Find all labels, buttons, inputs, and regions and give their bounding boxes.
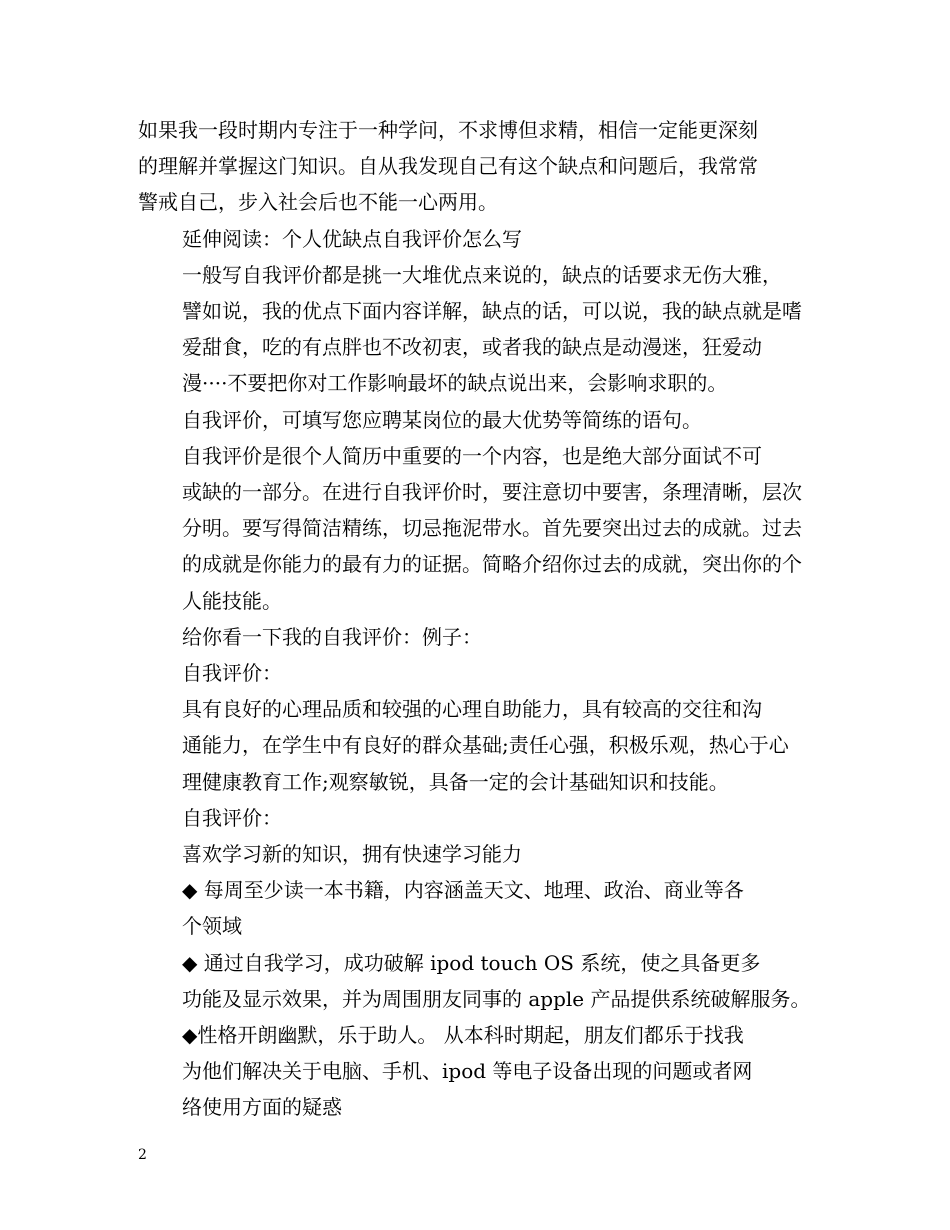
- text-line: 如果我一段时期内专注于一种学问，不求博但求精，相信一定能更深刻: [138, 118, 758, 142]
- paragraph: [138, 402, 818, 438]
- paragraph: [138, 1089, 818, 1125]
- text-line: 自我评价：: [182, 805, 282, 830]
- text-line: 给你看一下我的自我评价：例子：: [182, 624, 482, 649]
- text-line: 漫····不要把你对工作影响最坏的缺点说出来，会影响求职的。: [182, 371, 728, 396]
- paragraph: [138, 438, 818, 619]
- text-line: 分明。要写得简洁精练，切忌拖泥带水。首先要突出过去的成就。过去: [182, 516, 802, 541]
- text-line: 络使用方面的疑惑: [182, 1095, 342, 1120]
- text-line: 爱甜食，吃的有点胖也不改初衷，或者我的缺点是动漫迷，狂爱动: [182, 335, 762, 360]
- text-line: 自我评价是很个人简历中重要的一个内容，也是绝大部分面试不可: [182, 443, 762, 468]
- paragraph: [138, 800, 818, 836]
- paragraph: [138, 221, 818, 257]
- text-line: 喜欢学习新的知识，拥有快速学习能力: [182, 842, 522, 867]
- text-line: 的成就是你能力的最有力的证据。简略介绍你过去的成就，突出你的个: [182, 552, 802, 577]
- paragraph: [138, 619, 818, 655]
- paragraph: [138, 257, 818, 402]
- text-line: 或缺的一部分。在进行自我评价时，要注意切中要害，条理清晰，层次: [182, 480, 802, 505]
- text-line: 警戒自己，步入社会后也不能一心两用。: [138, 190, 498, 215]
- document-body: [138, 112, 818, 1126]
- paragraph: [138, 112, 818, 221]
- text-line: 的理解并掌握这门知识。自从我发现自己有这个缺点和问题后，我常常: [138, 154, 758, 179]
- text-line: 功能及显示效果，并为周围朋友同事的 apple 产品提供系统破解服务。: [182, 986, 811, 1011]
- text-line: ◆ 通过自我学习，成功破解 ipod touch OS 系统，使之具备更多: [182, 950, 761, 975]
- paragraph: [138, 1017, 818, 1089]
- text-line: 延伸阅读：个人优缺点自我评价怎么写: [182, 226, 522, 251]
- text-line: ◆性格开朗幽默，乐于助人。 从本科时期起，朋友们都乐于找我: [182, 1023, 744, 1048]
- text-line: ◆ 每周至少读一本书籍，内容涵盖天文、地理、政治、商业等各: [182, 878, 744, 903]
- paragraph: [138, 836, 818, 872]
- text-line: 譬如说，我的优点下面内容详解，缺点的话，可以说，我的缺点就是嗜: [182, 299, 802, 324]
- text-line: 一般写自我评价都是挑一大堆优点来说的，缺点的话要求无伤大雅，: [182, 262, 782, 287]
- text-line: 通能力，在学生中有良好的群众基础;责任心强，积极乐观，热心于心: [182, 733, 789, 758]
- text-line: 自我评价，可填写您应聘某岗位的最大优势等简练的语句。: [182, 407, 702, 432]
- text-line: 人能技能。: [182, 588, 282, 613]
- paragraph: [138, 691, 818, 800]
- paragraph: [138, 655, 818, 691]
- paragraph: [138, 945, 818, 1017]
- page-number: 2: [138, 1147, 147, 1163]
- text-line: 具有良好的心理品质和较强的心理自助能力，具有较高的交往和沟: [182, 697, 762, 722]
- text-line: 自我评价：: [182, 661, 282, 686]
- text-line: 为他们解决关于电脑、手机、ipod 等电子设备出现的问题或者网: [182, 1059, 753, 1084]
- text-line: 理健康教育工作;观察敏锐，具备一定的会计基础知识和技能。: [182, 769, 729, 794]
- text-line: 个领域: [182, 914, 242, 939]
- paragraph: [138, 872, 818, 944]
